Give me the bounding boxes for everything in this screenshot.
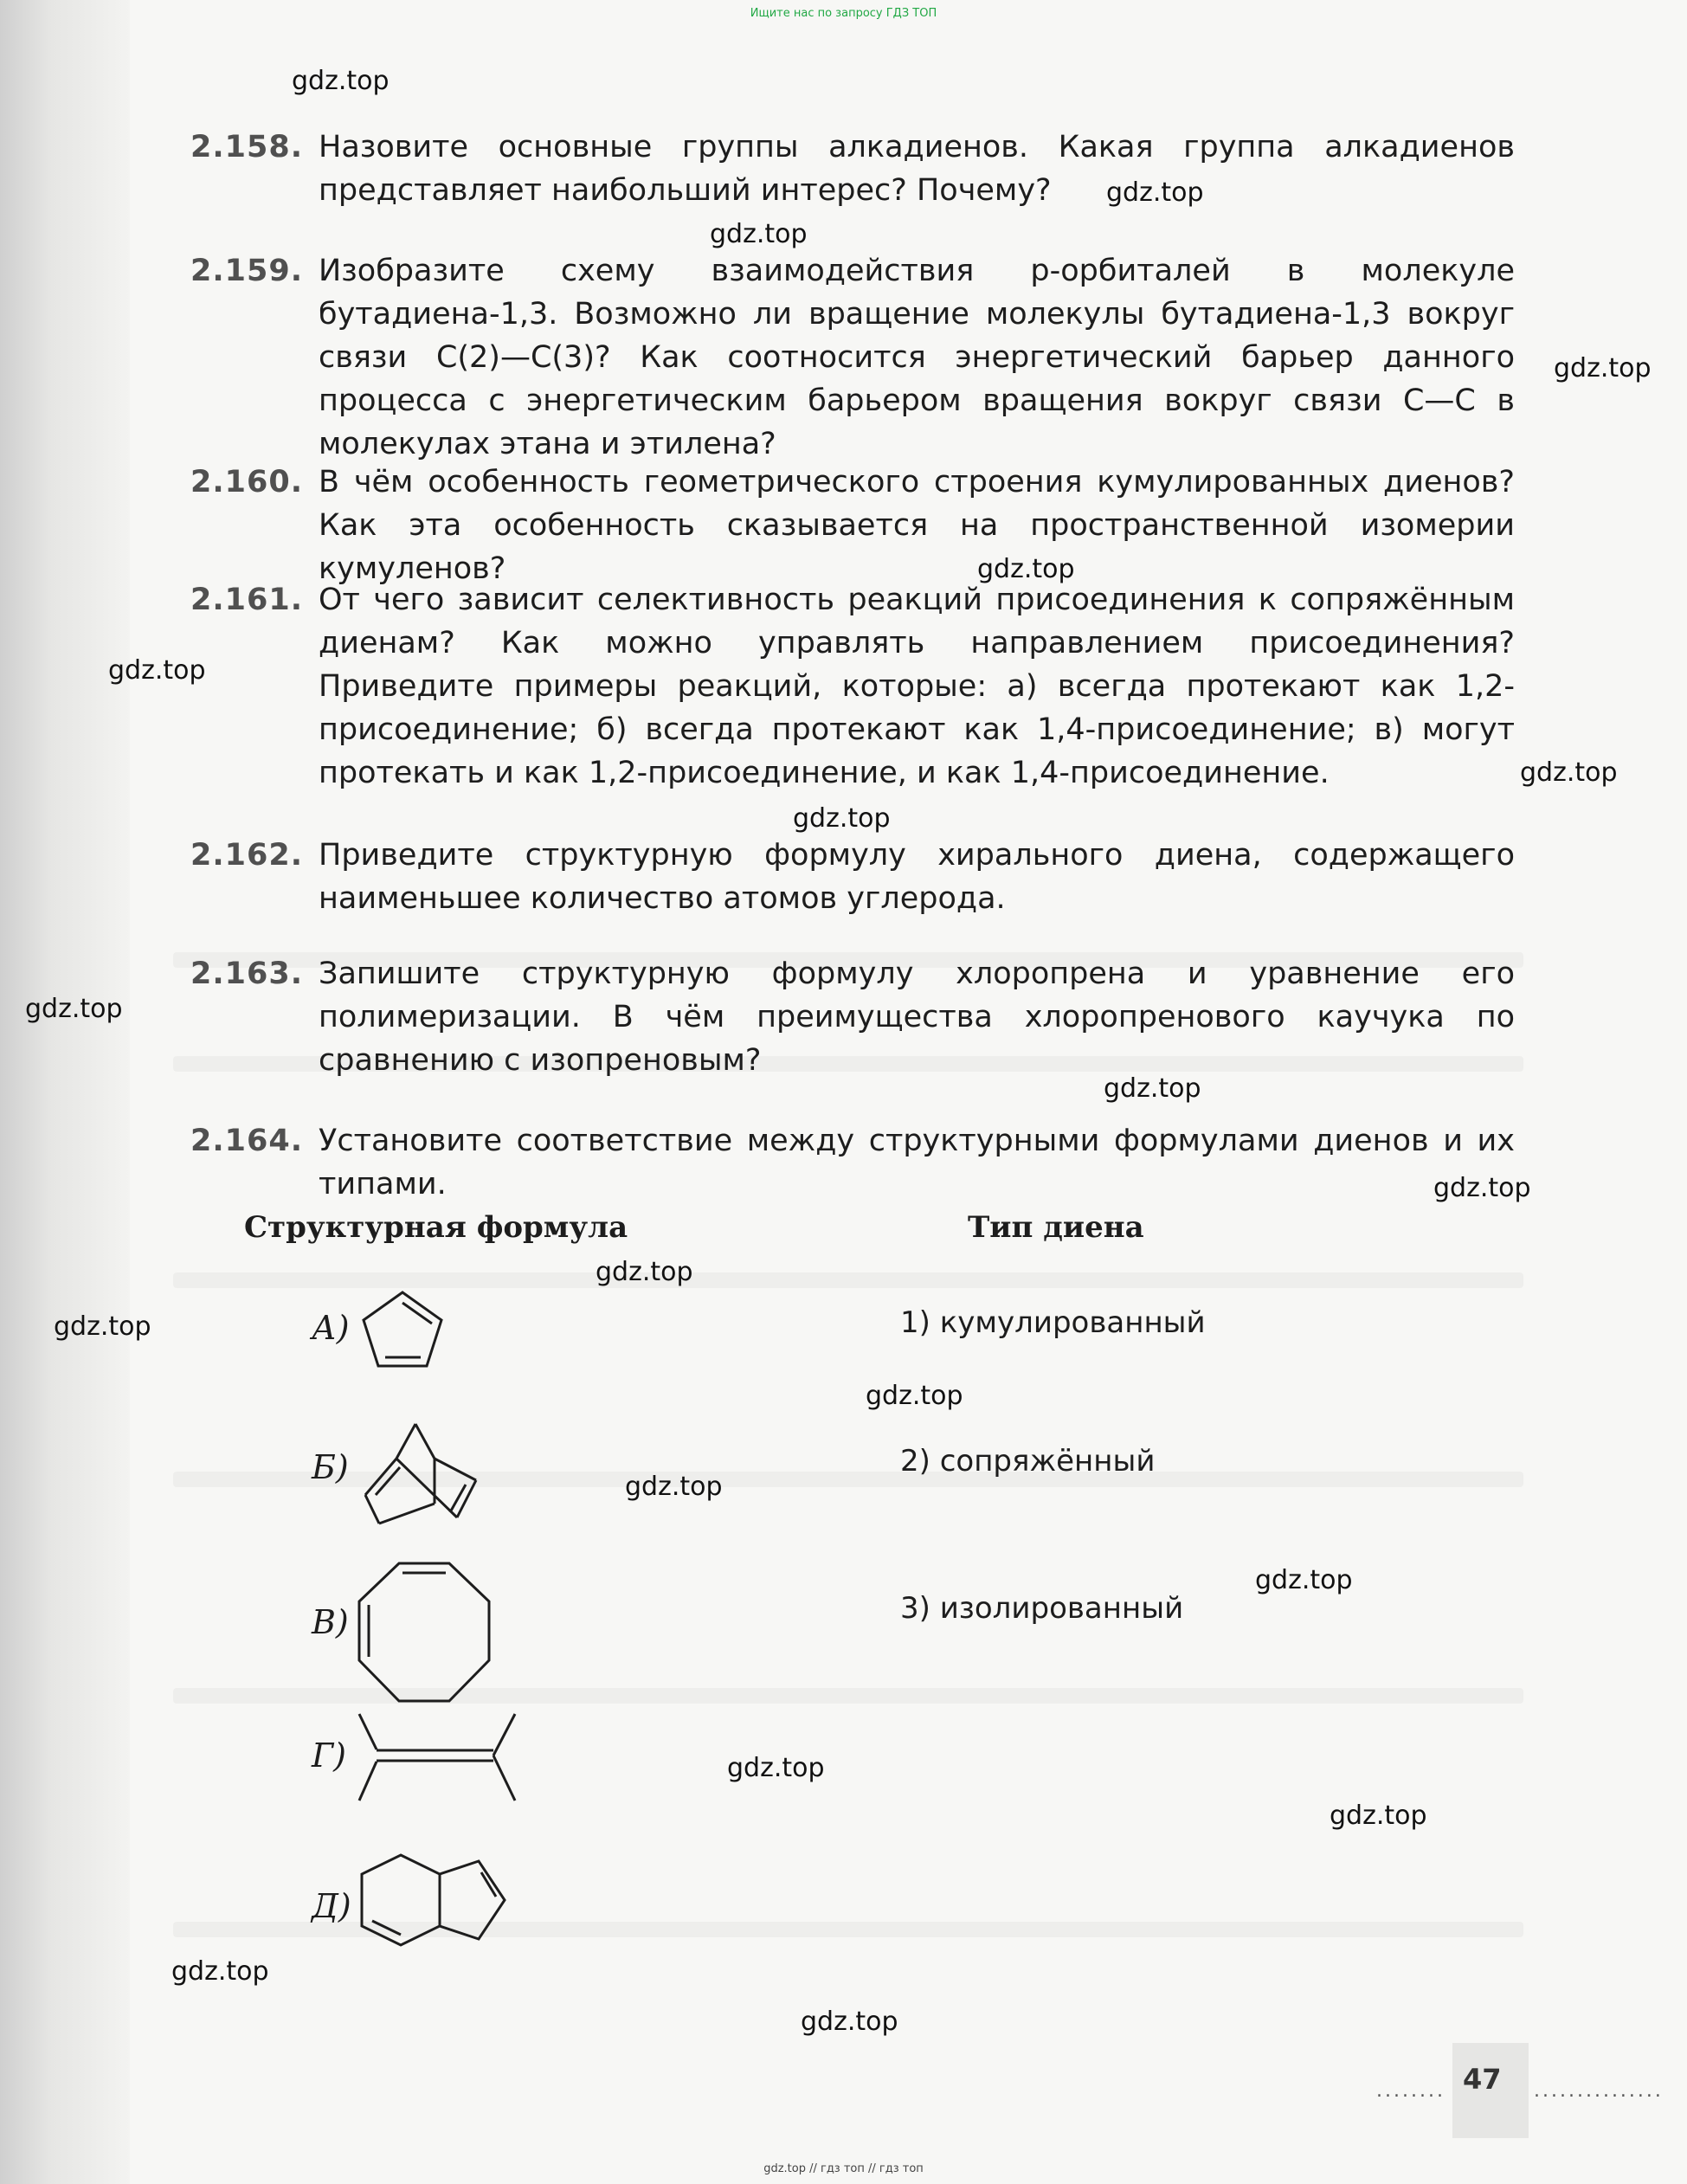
problem-text: Назовите основные группы алкадиенов. Какая группа алкадиенов представляет наибольший интерес? Почему? [319, 130, 1515, 208]
problem-text: В чём особенность геометрического строения кумулированных диенов? Как эта особенность сказывается на пространственной изомерии кумуленов? [319, 465, 1515, 586]
problem-text: Установите соответствие между структурными формулами диенов и их типами. [319, 1124, 1515, 1202]
problem-text: Запишите структурную формулу хлоропрена и уравнение его полимеризации. В чём преимущества хлоропренового каучука по сравнению с изопреновым? [319, 957, 1515, 1078]
problem-text: Приведите структурную формулу хирального диена, содержащего наименьшее количество атомов углерода. [319, 838, 1515, 916]
problem-2-164 [190, 1119, 1515, 1206]
watermark: gdz.top [866, 1381, 963, 1411]
structure-norbornadiene [355, 1415, 485, 1532]
watermark: gdz.top [1104, 1073, 1201, 1104]
problem-2-163 [190, 952, 1515, 1082]
diene-type-cumulated: 1) кумулированный [900, 1305, 1206, 1340]
watermark: gdz.top [1330, 1801, 1427, 1831]
structure-cyclooctadiene [351, 1558, 498, 1710]
diene-type-conjugated: 2) сопряжённый [900, 1444, 1156, 1479]
problem-2-159 [190, 249, 1515, 466]
problem-number: 2.160. [190, 465, 304, 499]
problem-number: 2.163. [190, 957, 304, 991]
top-banner[interactable]: Ищите нас по запросу ГДЗ ТОП [750, 7, 937, 20]
problem-text: От чего зависит селективность реакций присоединения к сопряжённым диенам? Как можно управлять направлением присоединения? Приведите примеры реакций, которые: а) всегда протекают как 1,2-присоединение; б) всегда протекают как 1,4-присоединение; в) могут протекать и как 1,2-присоединение, и как 1,4-присоединение. [319, 583, 1515, 790]
watermark: gdz.top [1106, 177, 1204, 208]
watermark: gdz.top [727, 1753, 825, 1783]
problem-number: 2.161. [190, 583, 304, 617]
problem-number: 2.158. [190, 130, 304, 164]
watermark: gdz.top [1255, 1565, 1353, 1595]
structure-tetramethylallene [351, 1710, 524, 1805]
problem-2-161 [190, 578, 1515, 795]
watermark: gdz.top [171, 1956, 269, 1987]
watermark: gdz.top [977, 554, 1075, 584]
structure-cyclopentadiene [355, 1285, 450, 1376]
problem-2-160 [190, 461, 1515, 590]
problem-number: 2.164. [190, 1124, 304, 1158]
page-dots-left: ........ [1376, 2080, 1446, 2102]
watermark: gdz.top [793, 803, 891, 834]
problem-number: 2.159. [190, 254, 304, 288]
watermark: gdz.top [1554, 353, 1652, 383]
watermark: gdz.top [54, 1311, 151, 1342]
page-dots-right: ............... [1534, 2080, 1664, 2102]
watermark: gdz.top [801, 2007, 898, 2037]
page-gutter-shadow [0, 0, 130, 2184]
problem-2-162 [190, 834, 1515, 920]
option-label-a: А) [312, 1309, 350, 1347]
option-label-v: В) [312, 1603, 349, 1641]
bottom-banner[interactable]: gdz.top // гдз топ // гдз топ [763, 2162, 924, 2175]
watermark: gdz.top [108, 655, 206, 686]
diene-type-isolated: 3) изолированный [900, 1591, 1184, 1626]
option-label-b: Б) [312, 1448, 349, 1486]
option-label-g: Г) [312, 1736, 346, 1775]
problem-text: Изобразите схему взаимодействия p-орбиталей в молекуле бутадиена-1,3. Возможно ли вращение молекулы бутадиена-1,3 вокруг связи C(2)—C(3)? Как соотносится энергетический барьер данного процесса с энергетическим барьером вращения вокруг связи C—C в молекулах этана и этилена? [319, 254, 1515, 461]
column-header-type: Тип диена [968, 1210, 1144, 1245]
watermark: gdz.top [292, 66, 390, 96]
problem-2-158 [190, 126, 1515, 212]
watermark: gdz.top [596, 1257, 693, 1287]
watermark: gdz.top [1520, 757, 1618, 788]
watermark: gdz.top [25, 994, 123, 1024]
structure-bicyclic-diene [353, 1848, 513, 1978]
column-header-structure: Структурная формула [244, 1210, 628, 1245]
watermark: gdz.top [625, 1472, 723, 1502]
page-number: 47 [1463, 2063, 1502, 2096]
option-label-d: Д) [312, 1887, 351, 1925]
problem-number: 2.162. [190, 838, 304, 873]
watermark: gdz.top [1433, 1173, 1531, 1203]
watermark: gdz.top [710, 219, 808, 249]
